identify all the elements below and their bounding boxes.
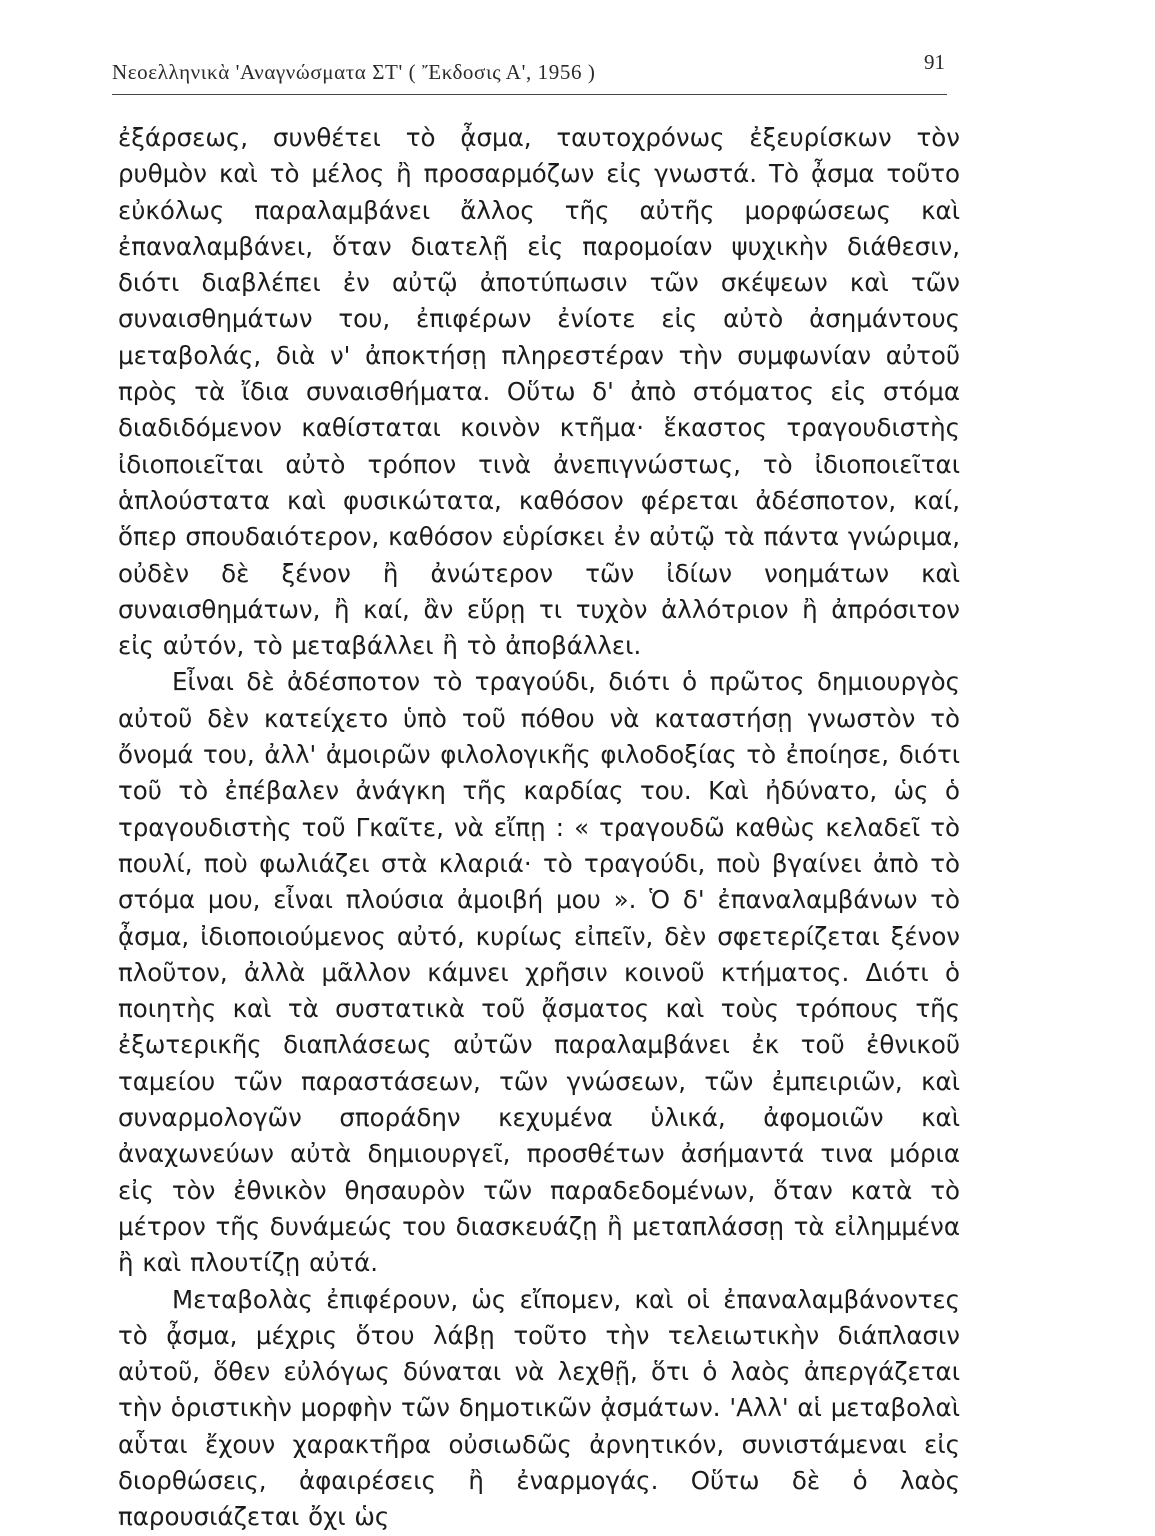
header-title: Νεοελληνικὰ 'Αναγνώσματα ΣΤ' ( Ἔκδοσις Α', 1956 ) <box>112 60 596 84</box>
paragraph-2: Εἶναι δὲ ἀδέσποτον τὸ τραγούδι, διότι ὁ πρῶτος δημιουργὸς αὐτοῦ δὲν κατείχετο ὑπὸ τοῦ πόθου νὰ καταστήσῃ γνωστὸν τὸ ὄνομά του, ἀλλ' ἀμοιρῶν φιλολογικῆς φιλοδοξίας τὸ ἐποίησε, διότι τοῦ τὸ ἐπέβαλεν ἀνάγκη τῆς καρδίας του. Καὶ ἠδύνατο, ὡς ὁ τραγουδιστὴς τοῦ Γκαῖτε, νὰ εἴπῃ : « τραγουδῶ καθὼς κελαδεῖ τὸ πουλί, ποὺ φωλιάζει στὰ κλαριά· τὸ τραγούδι, ποὺ βγαίνει ἀπὸ τὸ στόμα μου, εἶναι πλούσια ἀμοιβή μου ». Ὁ δ' ἐπαναλαμβάνων τὸ ᾆσμα, ἰδιοποιούμενος αὐτό, κυρίως εἰπεῖν, δὲν σφετερίζεται ξένον πλοῦτον, ἀλλὰ μᾶλλον κάμνει χρῆσιν κοινοῦ κτήματος. Διότι ὁ ποιητὴς καὶ τὰ συστατικὰ τοῦ ᾄσματος καὶ τοὺς τρόπους τῆς ἐξωτερικῆς διαπλάσεως αὐτῶν παραλαμβάνει ἐκ τοῦ ἐθνικοῦ ταμείου τῶν παραστάσεων, τῶν γνώσεων, τῶν ἐμπειριῶν, καὶ συναρμολογῶν σποράδην κεχυμένα ὑλικά, ἀφομοιῶν καὶ ἀναχωνεύων αὐτὰ δημιουργεῖ, προσθέτων ἀσήμαντά τινα μόρια εἰς τὸν ἐθνικὸν θησαυρὸν τῶν παραδεδομένων, ὅταν κατὰ τὸ μέτρον τῆς δυνάμεώς του διασκευάζῃ ἢ μεταπλάσσῃ τὰ εἰλημμένα ἢ καὶ πλουτίζῃ αὐτά. <box>118 667 960 1278</box>
paragraph-3: Μεταβολὰς ἐπιφέρουν, ὡς εἴπομεν, καὶ οἱ ἐπαναλαμβάνοντες τὸ ᾆσμα, μέχρις ὅτου λάβῃ τοῦτο τὴν τελειωτικὴν διάπλασιν αὐτοῦ, ὅθεν εὐλόγως δύναται νὰ λεχθῇ, ὅτι ὁ λαὸς ἀπεργάζεται τὴν ὁριστικὴν μορφὴν τῶν δημοτικῶν ᾀσμάτων. 'Αλλ' αἱ μεταβολαὶ αὗται ἔχουν χαρακτῆρα οὐσιωδῶς ἀρνητικόν, συνιστάμεναι εἰς διορθώσεις, ἀφαιρέσεις ἢ ἐναρμογάς. Οὕτω δὲ ὁ λαὸς παρουσιάζεται ὄχι ὡς <box>118 1284 960 1532</box>
page-number: 91 <box>924 50 945 74</box>
paragraph-1: ἐξάρσεως, συνθέτει τὸ ᾆσμα, ταυτοχρόνως ἐξευρίσκων τὸν ρυθμὸν καὶ τὸ μέλος ἢ προσαρμόζων εἰς γνωστά. Τὸ ᾆσμα τοῦτο εὐκόλως παραλαμβάνει ἄλλος τῆς αὐτῆς μορφώσεως καὶ ἐπαναλαμβάνει, ὅταν διατελῇ εἰς παρομοίαν ψυχικὴν διάθεσιν, διότι διαβλέπει ἐν αὐτῷ ἀποτύπωσιν τῶν σκέψεων καὶ τῶν συναισθημάτων του, ἐπιφέρων ἐνίοτε εἰς αὐτὸ ἀσημάντους μεταβολάς, διὰ ν' ἀποκτήσῃ πληρεστέραν τὴν συμφωνίαν αὐτοῦ πρὸς τὰ ἴδια συναισθήματα. Οὕτω δ' ἀπὸ στόματος εἰς στόμα διαδιδόμενον καθίσταται κοινὸν κτῆμα· ἕκαστος τραγουδιστὴς ἰδιοποιεῖται αὐτὸ τρόπον τινὰ ἀνεπιγνώστως, τὸ ἰδιοποιεῖται ἁπλούστατα καὶ φυσικώτατα, καθόσον φέρεται ἀδέσποτον, καί, ὅπερ σπουδαιότερον, καθόσον εὑρίσκει ἐν αὐτῷ τὰ πάντα γνώριμα, οὐδὲν δὲ ξένον ἢ ἀνώτερον τῶν ἰδίων νοημάτων καὶ συναισθημάτων, ἢ καί, ἂν εὕρῃ τι τυχὸν ἀλλότριον ἢ ἀπρόσιτον εἰς αὐτόν, τὸ μεταβάλλει ἢ τὸ ἀποβάλλει. <box>118 123 960 661</box>
running-header <box>112 50 947 95</box>
body-text <box>118 120 960 1536</box>
